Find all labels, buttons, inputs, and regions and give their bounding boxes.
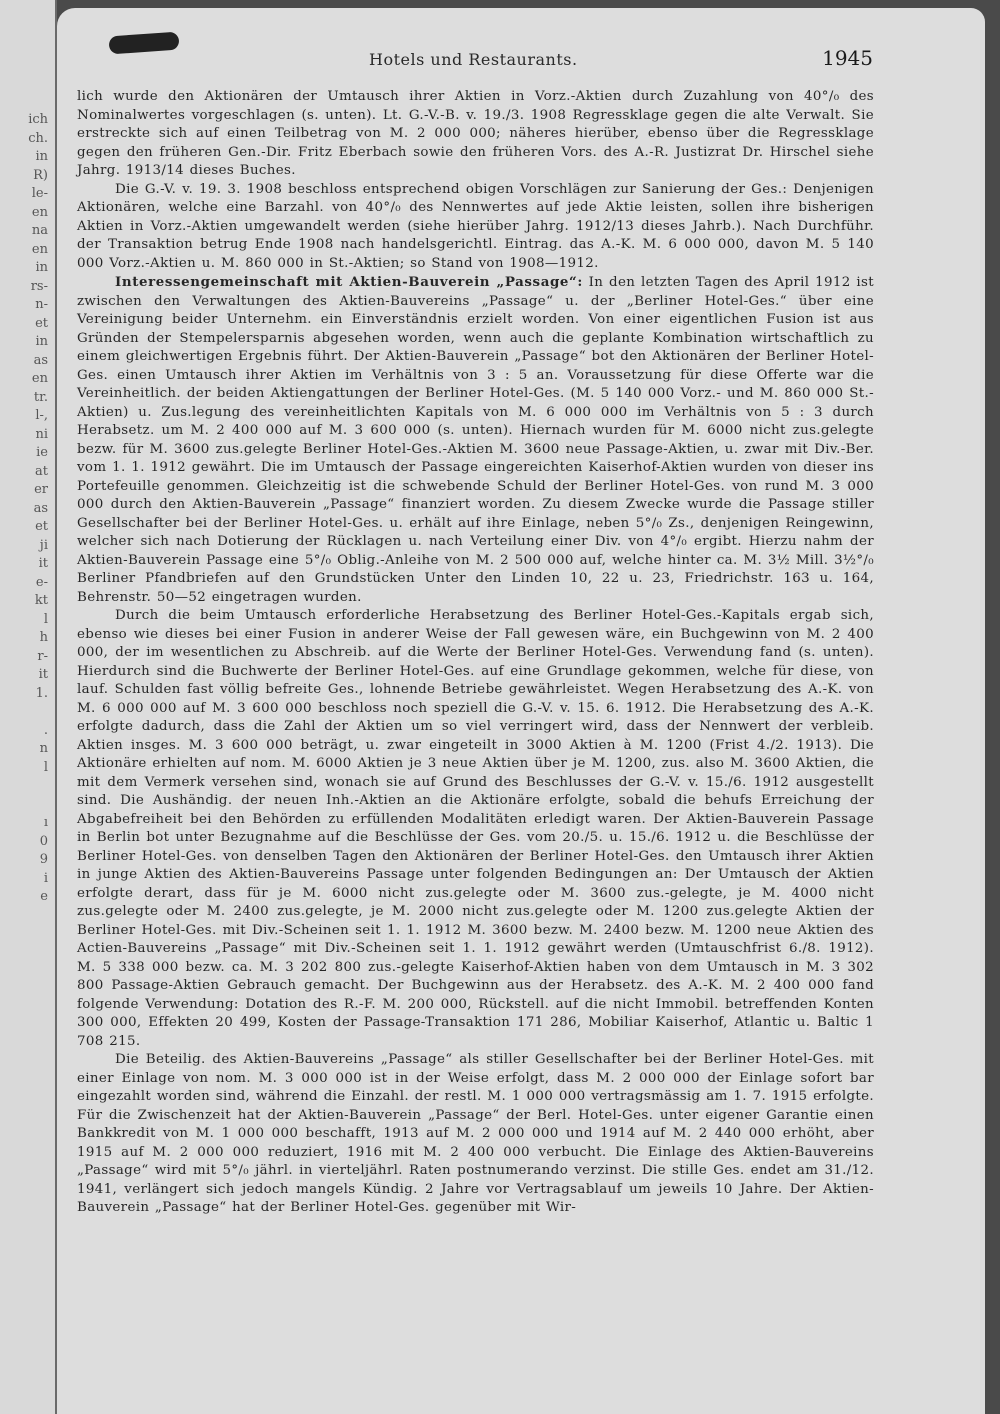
margin-fragment: 0 <box>39 833 48 849</box>
margin-fragment: rs- <box>30 278 48 294</box>
margin-fragment: l <box>43 759 48 775</box>
margin-fragment: h <box>39 630 48 645</box>
margin-fragment: tr. <box>33 389 48 405</box>
paragraph <box>77 181 874 274</box>
margin-fragment: en <box>31 371 48 386</box>
margin-fragment: ch. <box>28 130 48 146</box>
margin-fragment: l <box>43 611 48 627</box>
paragraph-text: lich wurde den Aktionären der Umtausch ihrer Aktien in Vorz.-Aktien durch Zuzahlung von 40°/₀ des Nominalwertes vorgeschlagen (s. unten). Lt. G.-V.-B. v. 19./3. 1908 Regressklage gegen die alte Verwalt. Sie erstreckte sich auf einen Teilbetrag von M. 2 000 000; näheres hierüber, ebenso über die Regressklage gegen den früheren Gen.-Dir. Fritz Eberbach sowie den früheren Vors. des A.-R. Justizrat Dr. Hirschel siehe Jahrg. 1913/14 dieses Buches. <box>77 89 874 178</box>
paragraph <box>77 1051 874 1218</box>
margin-fragment: er <box>34 482 48 497</box>
paragraph-text: Die G.-V. v. 19. 3. 1908 beschloss entsprechend obigen Vorschlägen zur Sanierung der Ges.: Denjenigen Aktionären, welche eine Barzahl. von 40°/₀ des Nennwertes auf jede Aktie leisten, sollen ihre bisherigen Aktien in Vorz.-Aktien umgewandelt werden (siehe hierüber Jahrg. 1912/13 dieses Jahrb.). Nach Durchführ. der Transaktion betrug Ende 1908 nach handelsgerichtl. Eintrag. das A.-K. M. 6 000 000, davon M. 5 140 000 Vorz.-Aktien u. M. 860 000 in St.-Aktien; so Stand von 1908—1912. <box>77 181 874 271</box>
margin-fragment: e- <box>35 574 48 590</box>
margin-fragment: ı <box>43 815 48 830</box>
margin-fragment: kt <box>34 593 48 608</box>
margin-fragment: r- <box>37 648 48 664</box>
margin-fragment: it <box>38 667 48 682</box>
margin-fragment: R) <box>33 167 48 183</box>
margin-fragment: in <box>35 260 48 275</box>
margin-fragment: 1. <box>35 685 48 701</box>
margin-fragment: e <box>40 889 48 904</box>
running-head: Hotels und Restaurants. <box>369 50 578 69</box>
margin-fragment: as <box>33 500 48 516</box>
margin-fragment: en <box>31 241 48 257</box>
margin-fragment: et <box>35 315 48 331</box>
margin-fragment: na <box>31 223 48 238</box>
page-number: 1945 <box>822 46 873 70</box>
margin-fragment: at <box>35 463 48 479</box>
margin-fragment: in <box>35 334 48 349</box>
paragraph-text: Die Beteilig. des Aktien-Bauvereins „Passage“ als stiller Gesellschafter bei der Berliner Hotel-Ges. mit einer Einlage von nom. M. 3 000 000 ist in der Weise erfolgt, dass M. 2 000 000 der Einlage sofort bar eingezahlt worden sind, während die Einzahl. der restl. M. 1 000 000 vertragsmässig am 1. 7. 1915 erfolgte. Für die Zwischenzeit hat der Aktien-Bauverein „Passage“ der Berl. Hotel-Ges. unter eigener Garantie einen Bankkredit von M. 1 000 000 beschafft, 1913 auf M. 2 000 000 und 1914 auf M. 2 440 000 erhöht, aber 1915 auf M. 2 000 000 reduziert, 1916 mit M. 2 400 000 verbucht. Die Einlage des Aktien-Bauvereins „Passage“ wird mit 5°/₀ jährl. in vierteljährl. Raten postnumerando verzinst. Die stille Ges. endet am 31./12. 1941, verlängert sich jedoch mangels Kündig. 2 Jahre vor Vertragsablauf um jeweils 10 Jahre. Der Aktien-Bauverein „Passage“ hat der Berliner Hotel-Ges. gegenüber mit Wir- <box>77 1052 874 1215</box>
margin-fragment: n- <box>35 297 48 312</box>
body-text <box>77 88 874 1218</box>
margin-fragment: n <box>39 741 48 756</box>
margin-fragment: ni <box>35 426 48 442</box>
document-page <box>57 8 985 1414</box>
paragraph <box>77 88 874 181</box>
margin-fragment: l-, <box>35 408 48 423</box>
paragraph <box>77 607 874 1051</box>
margin-fragment: le- <box>31 186 48 201</box>
margin-fragment: ie <box>36 445 48 460</box>
paragraph-text: In den letzten Tagen des April 1912 ist zwischen den Verwaltungen des Aktien-Bauvereins „Passage“ u. der „Berliner Hotel-Ges.“ über eine Vereinigung beider Unternehm. ein Einverständnis erzielt worden. Von einer eigentlichen Fusion ist aus Gründen der Stempelersparnis abgesehen worden, wenn auch die geplante Kombination wirtschaftlich zu einem gleichwertigen Ergebnis führt. Der Aktien-Bauverein „Passage“ bot den Aktionären der Berliner Hotel-Ges. einen Umtausch ihrer Aktien im Verhältnis von 3 : 5 an. Voraussetzung für diese Offerte war die Vereinheitlich. der beiden Aktiengattungen der Berliner Hotel-Ges. (M. 5 140 000 Vorz.- und M. 860 000 St.-Aktien) u. Zus.legung des vereinheitlichten Kapitals von M. 6 000 000 im Verhältnis von 5 : 3 durch Herabsetz. um M. 2 400 000 auf M. 3 600 000 (s. unten). Hiernach wurden für M. 6000 nicht zus.gelegte bezw. für M. 3600 zus.gelegte Berliner Hotel-Ges.-Aktien M. 3600 neue Passage-Aktien, u. zwar mit Div.-Ber. vom 1. 1. 1912 gewährt. Die im Umtausch der Passage eingereichten Kaiserhof-Aktien wurden von dieser ins Portefeuille genommen. Gleichzeitig ist die schwebende Schuld der Berliner Hotel-Ges. von rund M. 3 000 000 durch den Aktien-Bauverein „Passage“ finanziert worden. Zu diesem Zwecke wurde die Passage stiller Gesellschafter bei der Berliner Hotel-Ges. u. erhält auf ihre Einlage, neben 5°/₀ Zs., denjenigen Reingewinn, welcher sich nach Dotierung der Rücklagen u. nach Verteilung einer Div. von 4°/₀ ergibt. Hierzu nahm der Aktien-Bauverein Passage eine 5°/₀ Oblig.-Anleihe von M. 2 500 000 auf, welche hinter ca. M. 3½ Mill. 3½°/₀ Berliner Pfandbriefen auf den Grundstücken Unter den Linden 10, 22 u. 23, Friedrichstr. 163 u. 164, Behrenstr. 50—52 eingetragen wurden. <box>77 275 874 605</box>
margin-fragment: it <box>38 556 48 571</box>
paragraph-text: Durch die beim Umtausch erforderliche Herabsetzung des Berliner Hotel-Ges.-Kapitals ergab sich, ebenso wie dieses bei einer Fusion in anderer Weise der Fall gewesen wäre, ein Buchgewinn von M. 2 400 000, der im wesentlichen zu Abschreib. auf die Werte der Berliner Hotel-Ges. Verwendung fand (s. unten). Hierdurch sind die Buchwerte der Berliner Hotel-Ges. auf eine Grundlage gekommen, welche für diese, von lauf. Schulden fast völlig befreite Ges., lohnende Betriebe gewährleistet. Wegen Herabsetzung des A.-K. von M. 6 000 000 auf M. 3 600 000 beschloss noch speziell die G.-V. v. 15. 6. 1912. Die Herabsetzung des A.-K. erfolgte dadurch, dass die Zahl der Aktien um so viel verringert wird, dass der Nennwert der verbleib. Aktien insges. M. 3 600 000 beträgt, u. zwar eingeteilt in 3000 Aktien à M. 1200 (Frist 4./2. 1913). Die Aktionäre erhielten auf nom. M. 6000 Aktien je 3 neue Aktien über je M. 1200, zus. also M. 3600 Aktien, die mit dem Vermerk versehen sind, wonach sie auf Grund des Beschlusses der G.-V. v. 15./6. 1912 ausgestellt sind. Die Aushändig. der neuen Inh.-Aktien an die Aktionäre erfolgte, sobald die behufs Erreichung der Abgabefreiheit bei den Behörden zu erfüllenden Modalitäten erledigt waren. Der Aktien-Bauverein Passage in Berlin bot unter Bezugnahme auf die Beschlüsse der Ges. vom 20./5. u. 15./6. 1912 u. die Beschlüsse der Berliner Hotel-Ges. von denselben Tagen den Aktionären der Berliner Hotel-Ges. den Umtausch ihrer Aktien in junge Aktien des Aktien-Bauvereins Passage unter folgenden Bedingungen an: Der Umtausch der Aktien erfolgte derart, dass für je M. 6000 nicht zus.gelegte oder M. 3600 zus.-gelegte, je M. 4000 nicht zus.gelegte oder M. 2400 zus.gelegte, je M. 2000 nicht zus.gelegte oder M. 1200 zus.gelegte Aktien der Berliner Hotel-Ges. mit Div.-Scheinen seit 1. 1. 1912 M. 3600 bezw. M. 2400 bezw. M. 1200 neue Aktien des Actien-Bauvereins „Passage“ mit Div.-Scheinen seit 1. 1. 1912 gewährt werden (Umtauschfrist 6./8. 1912). M. 5 338 000 bezw. ca. M. 3 202 800 zus.-gelegte Kaiserhof-Aktien haben von dem Umtausch in M. 3 302 800 Passage-Aktien Gebrauch gemacht. Der Buchgewinn aus der Herabsetz. des A.-K. M. 2 400 000 fand folgende Verwendung: Dotation des R.-F. M. 200 000, Rückstell. auf die nicht Immobil. betreffenden Konten 300 000, Effekten 20 499, Kosten der Passage-Transaktion 171 286, Mobiliar Kaiserhof, Atlantic u. Baltic 1 708 215. <box>77 608 874 1049</box>
margin-fragment: . <box>43 722 48 738</box>
margin-fragment: et <box>35 519 48 534</box>
page-header <box>57 44 985 74</box>
margin-fragment: in <box>35 149 48 164</box>
margin-fragment: en <box>31 204 48 220</box>
margin-fragment: ich <box>28 112 48 127</box>
paragraph <box>77 273 874 607</box>
previous-page-edge <box>0 0 57 1414</box>
margin-fragment: i <box>43 870 48 886</box>
margin-fragment: as <box>33 352 48 368</box>
margin-fragment: ji <box>39 537 48 553</box>
section-runin-heading: Interessengemeinschaft mit Aktien-Bauverein „Passage“: <box>115 274 583 290</box>
margin-fragment: 9 <box>39 852 48 867</box>
